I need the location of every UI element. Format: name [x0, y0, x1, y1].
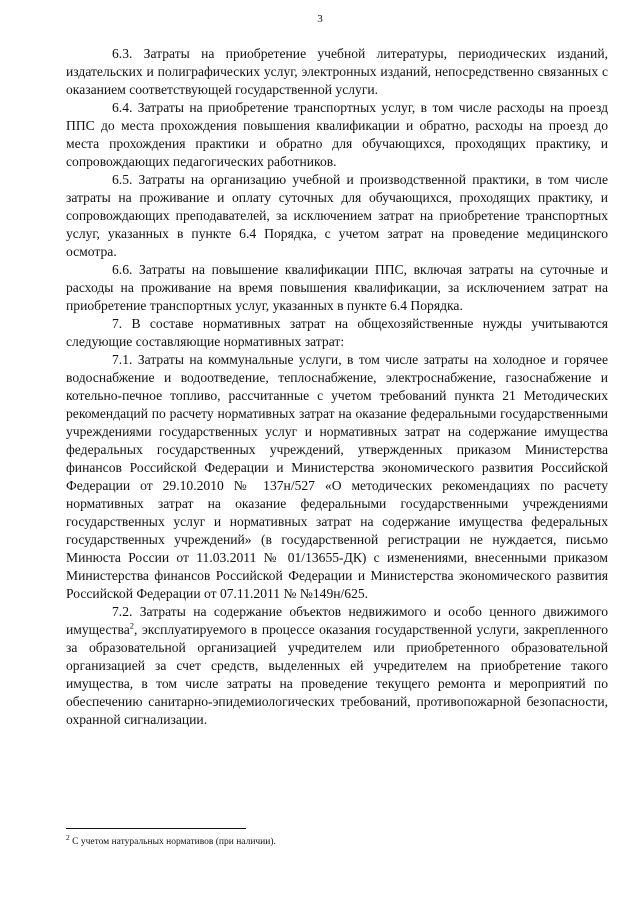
paragraph-7-2	[66, 603, 608, 729]
footnote-separator	[66, 828, 246, 829]
footnote-reference: 2	[129, 620, 135, 631]
paragraph-6-6: 6.6. Затраты на повышение квалификации ППС, включая затраты на суточные и расходы на проживание на время повышения квалификации, за исключением затрат на приобретение транспортных услуг, указанных в пункте 6.4 Порядка.	[66, 262, 608, 313]
paragraph-7-2-start: 7.2. Затраты на содержание объектов недвижимого и особо ценного движимого имущества	[66, 604, 608, 637]
paragraph-7-2-end: , эксплуатируемого в процессе оказания государственной услуги, закрепленного за образовательной организацией учредителем или приобретенного образовательной организацией за счет средств, выделенных ей учредителем на приобретение такого имущества, в том числе затраты на проведение текущего ремонта и мероприятий по обеспечению санитарно-эпидемиологических требований, противопожарной безопасности, охранной сигнализации.	[66, 622, 608, 727]
paragraph-7-1: 7.1. Затраты на коммунальные услуги, в том числе затраты на холодное и горячее водоснабжение и водоотведение, теплоснабжение, электроснабжение, газоснабжение и котельно-печное топливо, рассчитанные с учетом требований пункта 21 Методических рекомендаций по расчету нормативных затрат на оказание федеральными государственными учреждениями государственных услуг и нормативных затрат на содержание имущества федеральных государственных учреждений, утвержденных приказом Министерства финансов Российской Федерации и Министерства экономического развития Российской Федерации от 29.10.2010 № 137н/527 «О методических рекомендациях по расчету нормативных затрат на оказание федеральными государственными учреждениями государственных услуг и нормативных затрат на содержание имущества федеральных государственных учреждений» (в государственной регистрации не нуждается, письмо Минюста России от 11.03.2011 № 01/13655-ДК) с изменениями, внесенными приказом Министерства финансов Российской Федерации и Министерства экономического развития Российской Федерации от 07.11.2011 № №149н/625.	[66, 352, 608, 601]
paragraph-6-5: 6.5. Затраты на организацию учебной и производственной практики, в том числе затраты на проживание и оплату суточных для обучающихся, проходящих практику, и сопровождающих преподавателей, за исключением затрат на приобретение транспортных услуг, указанных в пункте 6.4 Порядка, с учетом затрат на проведение медицинского осмотра.	[66, 172, 608, 259]
paragraph-6-3: 6.3. Затраты на приобретение учебной литературы, периодических изданий, издательских и полиграфических услуг, электронных изданий, непосредственно связанных с оказанием соответствующей государственной услуги.	[66, 46, 608, 97]
footnote-marker: 2	[66, 833, 70, 842]
paragraph-7: 7. В составе нормативных затрат на общехозяйственные нужды учитываются следующие составляющие нормативных затрат:	[66, 316, 608, 349]
footnote-text: С учетом натуральных нормативов (при наличии).	[72, 837, 276, 848]
paragraph-6-4: 6.4. Затраты на приобретение транспортных услуг, в том числе расходы на проезд ППС до места прохождения повышения квалификации и обратно, расходы на проезд до места прохождения практики и обратно для обучающихся, проходящих практику, и сопровождающих педагогических работников.	[66, 100, 608, 169]
footnote	[66, 832, 606, 848]
document-body	[66, 45, 608, 729]
page-number: 3	[317, 13, 323, 25]
